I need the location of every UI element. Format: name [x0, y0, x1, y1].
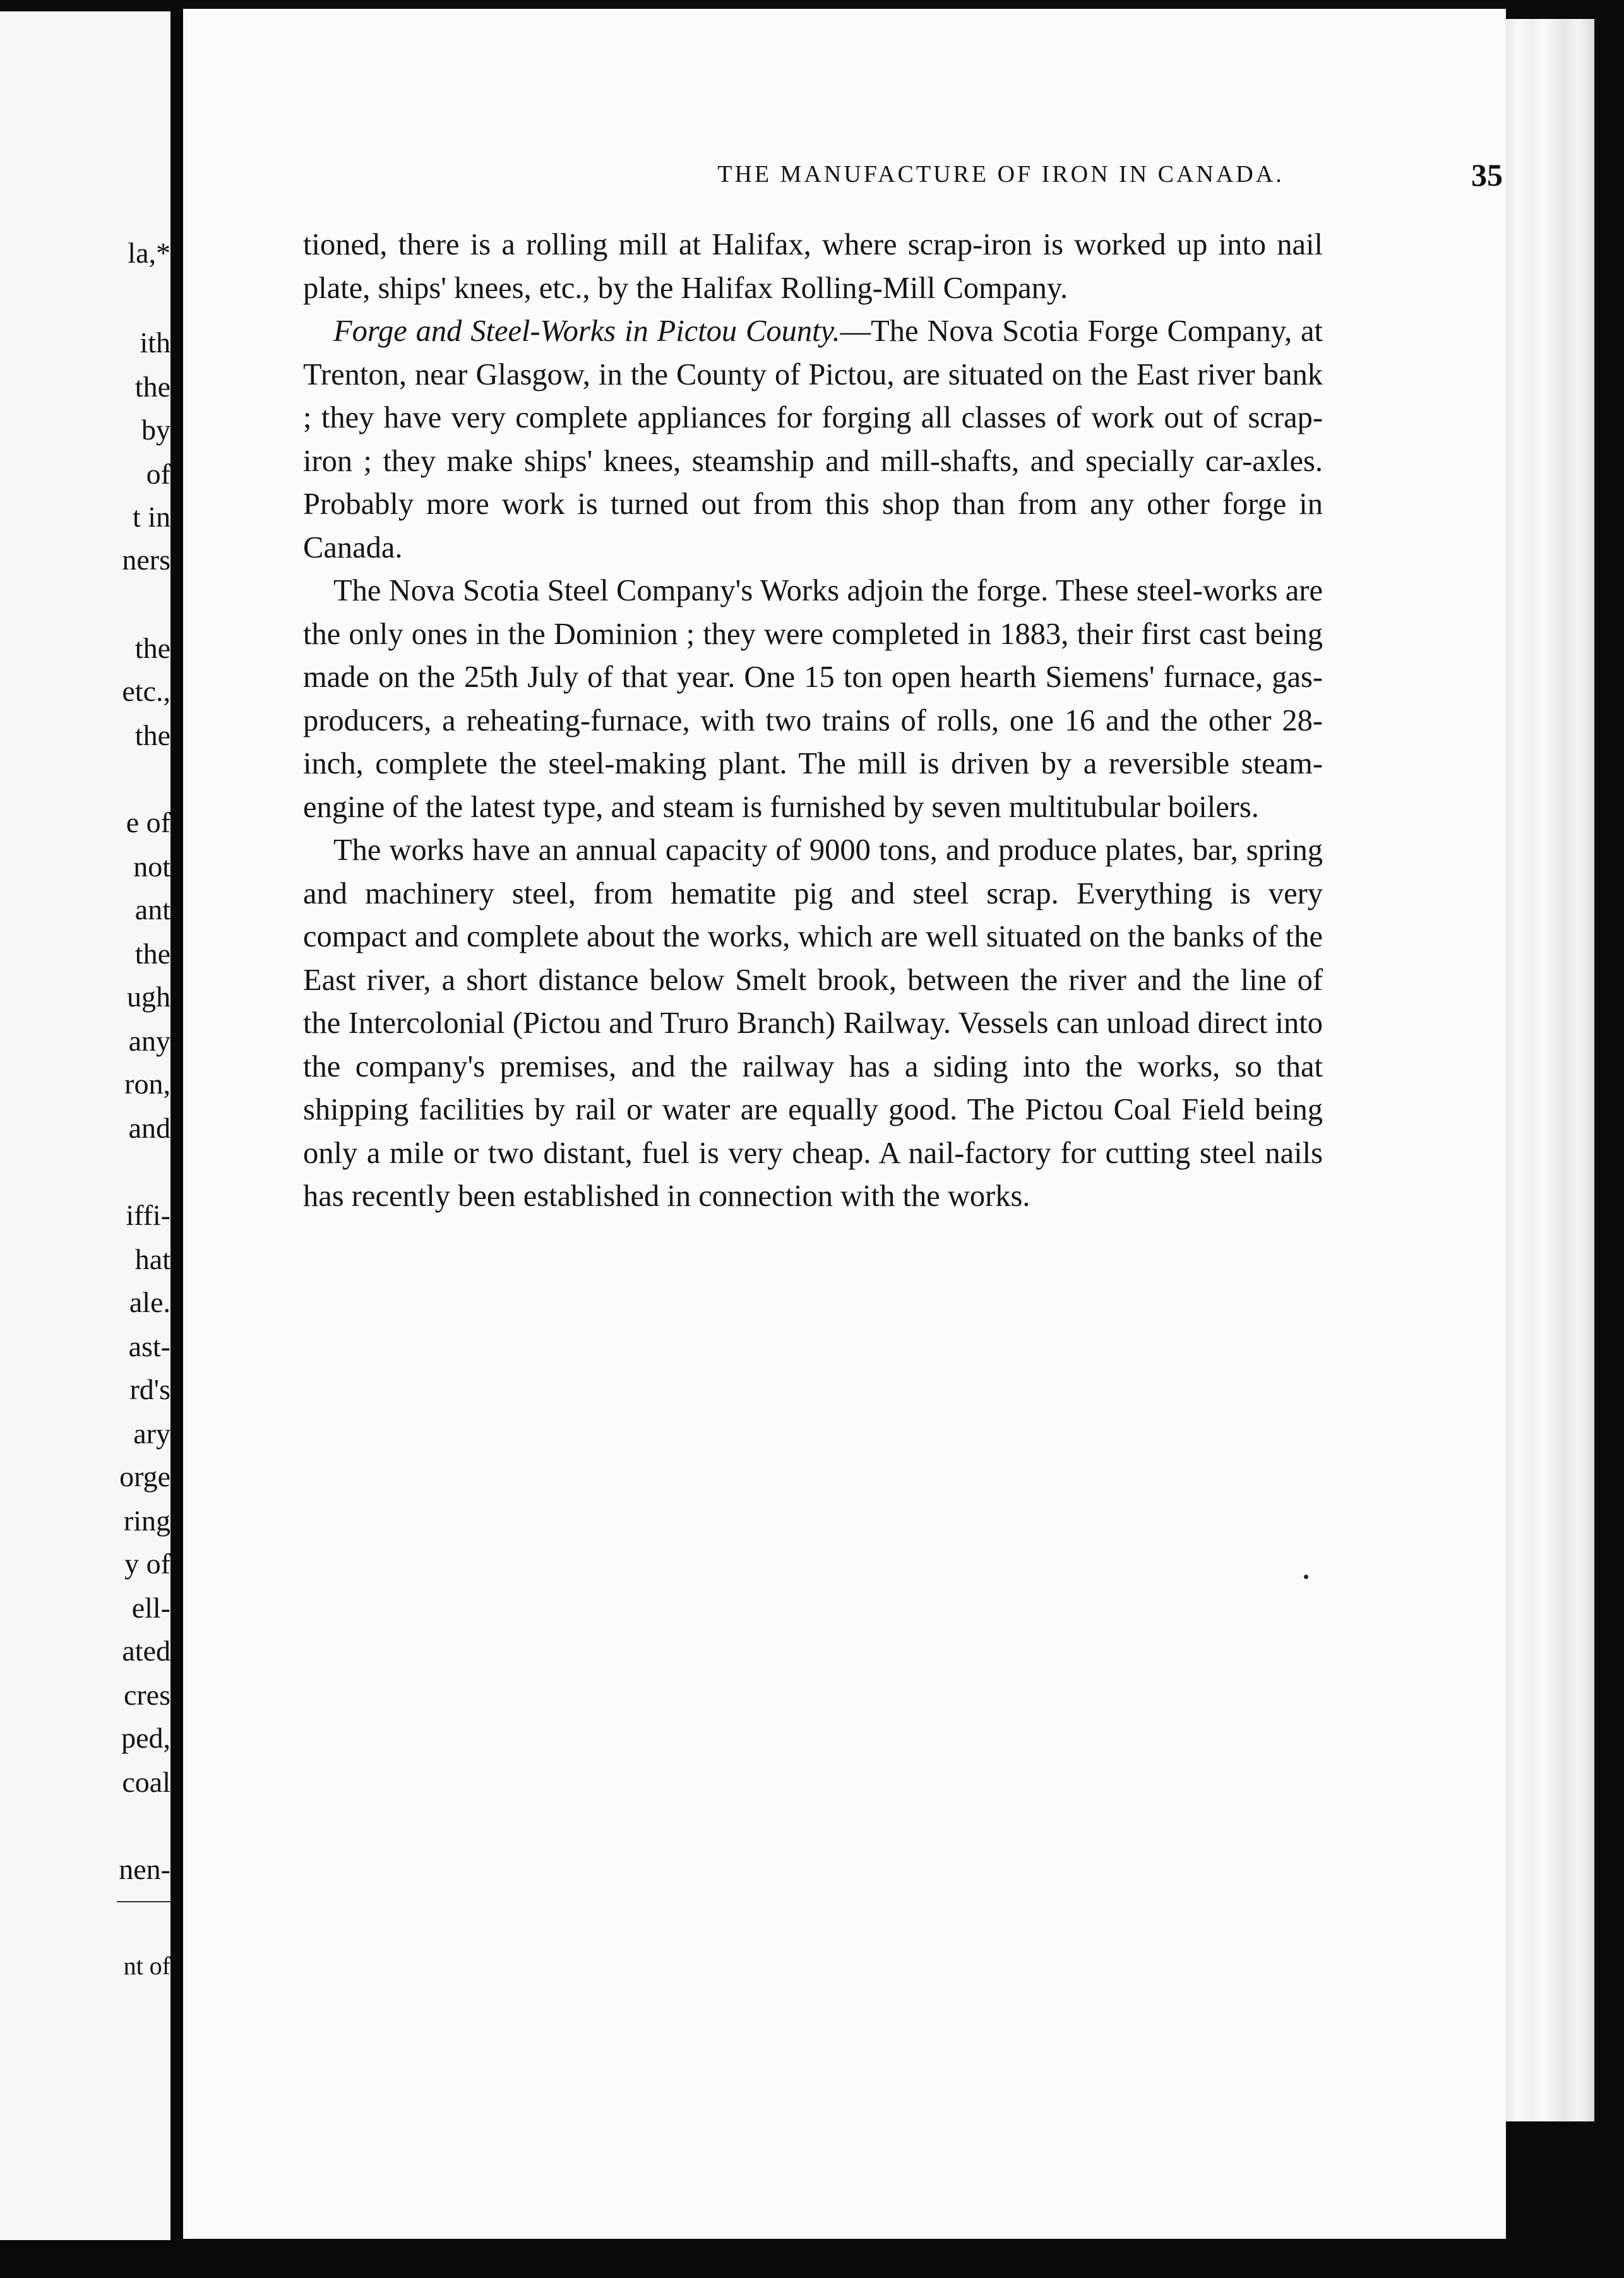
left-page-line: ped, [121, 1722, 170, 1754]
left-page-line: any [128, 1025, 170, 1057]
body-text [303, 224, 1323, 1219]
left-page-line: by [141, 414, 170, 446]
paragraph: The works have an annual capacity of 9000 tons, and produce plates, bar, spring and machinery steel, from hematite pig and steel scrap. Everything is very compact and complete about the works, which are well situated on the banks of the East river, a short distance below Smelt brook, between the river and the line of the Intercolonial (Pictou and Truro Branch) Railway. Vessels can unload direct into the company's premises, and the railway has a siding into the works, so that shipping facilities by rail or water are equally good. The Pictou Coal Field being only a mile or two distant, fuel is very cheap. A nail-factory for cutting steel nails has recently been established in connection with the works. [303, 833, 1323, 1213]
left-page-line: and [128, 1112, 170, 1144]
left-page-line: the [134, 632, 170, 664]
left-page-footnote-line: nt of [123, 1952, 170, 1980]
book-gutter [170, 0, 183, 2278]
footnote-rule [117, 1901, 170, 1902]
left-page-line: ated [122, 1635, 170, 1667]
main-page [183, 9, 1506, 2239]
running-head: THE MANUFACTURE OF IRON IN CANADA. [717, 161, 1284, 188]
left-page-line: rd's [129, 1373, 170, 1405]
left-page-line: ast- [128, 1330, 170, 1363]
left-page-line: ant [134, 893, 170, 926]
left-page-line: ale. [129, 1286, 170, 1318]
left-page-line: t in [132, 501, 170, 533]
paragraph: The Nova Scotia Steel Company's Works adjoin the forge. These steel-works are the only ones in the Dominion ; they were completed in 1883, their first cast being made on the 25th July of that year. One 15 ton open hearth Siemens' furnace, gas-producers, a reheating-furnace, with two trains of rolls, one 16 and the other 28-inch, complete the steel-making plant. The mill is driven by a reversible steam-engine of the latest type, and steam is furnished by seven multitubular boilers. [303, 574, 1323, 824]
paragraph: tioned, there is a rolling mill at Halifax, where scrap-iron is worked up into nail plate, ships' knees, etc., by the Halifax Rolling-Mill Company. [303, 228, 1323, 305]
left-page-line: etc., [122, 675, 170, 707]
left-page-line: ners [122, 544, 170, 576]
left-page-line: y of [124, 1547, 170, 1580]
left-page-line: coal [122, 1766, 170, 1798]
page-number: 35 [1471, 157, 1503, 193]
paragraph-text: —The Nova Scotia Forge Company, at Trenton, near Glasgow, in the County of Pictou, are situated on the East river bank ; they have very complete appliances for forging all classes of work out of scrap-iron ; they make ships' knees, steamship and mill-shafts, and specially car-axles. Probably more work is turned out from this shop than from any other forge in Canada. [303, 314, 1323, 564]
left-page-line: ron, [124, 1068, 170, 1100]
left-page-fragment [0, 11, 170, 2240]
left-page-line: e of [126, 806, 170, 838]
left-page-line: of [146, 458, 170, 490]
left-page-line: ugh [127, 981, 170, 1013]
left-page-line: iffi- [126, 1199, 170, 1231]
left-page-line: ith [140, 326, 170, 359]
left-page-line: ell- [131, 1592, 170, 1624]
left-page-line: cres [123, 1679, 170, 1711]
left-page-line: ary [133, 1417, 170, 1450]
ink-speck [1304, 1575, 1308, 1579]
left-page-line: the [134, 938, 170, 970]
left-page-line: nen- [119, 1853, 170, 1885]
paragraph [303, 310, 1323, 570]
section-heading: Forge and Steel-Works in Pictou County. [333, 314, 840, 348]
left-page-line: la,* [128, 237, 170, 269]
left-page-line: not [133, 850, 170, 883]
left-page-line: orge [119, 1460, 170, 1493]
page-edges [1506, 19, 1594, 2121]
left-page-line: the [134, 371, 170, 403]
left-page-line: the [134, 719, 170, 751]
left-page-line: ring [123, 1505, 170, 1537]
left-page-line: hat [134, 1243, 170, 1275]
